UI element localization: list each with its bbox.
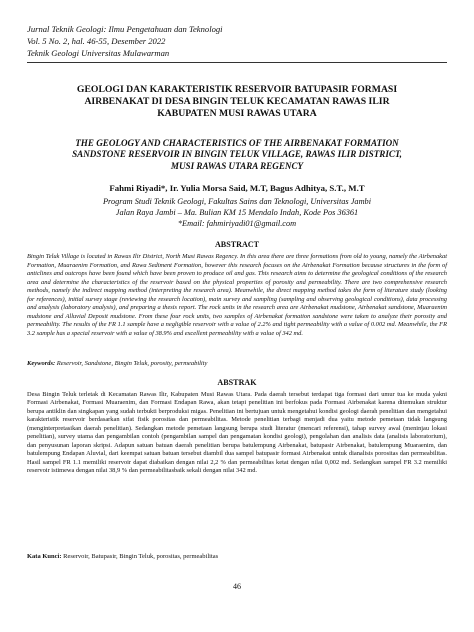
title-id-line: AIRBENAKAT DI DESA BINGIN TELUK KECAMATAN RAWAS ILIR bbox=[84, 96, 390, 108]
affiliation bbox=[30, 196, 444, 230]
title-id-line: GEOLOGI DAN KARAKTERISTIK RESERVOIR BATUPASIR FORMASI bbox=[76, 84, 398, 95]
title-id-line: KABUPATEN MUSI RAWAS UTARA bbox=[157, 108, 317, 120]
affiliation-program: Program Studi Teknik Geologi, Fakultas Sains dan Teknologi, Universitas Jambi bbox=[102, 197, 372, 206]
abstract-heading: ABSTRACT bbox=[214, 240, 260, 249]
kata-kunci-label: Kata Kunci: bbox=[27, 553, 62, 560]
journal-publisher: Teknik Geologi Universitas Mulawarman bbox=[27, 48, 170, 59]
journal-name: Jurnal Teknik Geologi: Ilmu Pengetahuan dan Teknologi bbox=[27, 24, 223, 34]
title-en-line: SANDSTONE RESERVOIR IN BINGIN TELUK VILLAGE, RAWAS ILIR DISTRICT, bbox=[72, 149, 402, 160]
affiliation-address: Jalan Raya Jambi – Ma. Bulian KM 15 Mendalo Indah, Kode Pos 36361 bbox=[115, 208, 359, 218]
header-divider bbox=[27, 62, 447, 63]
author-email: *Email: fahmiriyadi01@gmail.com bbox=[177, 219, 297, 229]
keywords-label: Keywords: bbox=[27, 360, 56, 367]
title-indonesian bbox=[30, 84, 444, 120]
abstrak-heading: ABSTRAK bbox=[217, 378, 257, 387]
keywords-text: Reservoir, Sandstone, Bingin Teluk, porosity, permeability bbox=[55, 360, 208, 367]
author-list: Fahmi Riyadi*, Ir. Yulia Morsa Said, M.T, Bagus Adhitya, S.T., M.T bbox=[109, 183, 365, 193]
keywords-indonesian bbox=[27, 553, 447, 560]
title-en-line: THE GEOLOGY AND CHARACTERISTICS OF THE AIRBENAKAT FORMATION bbox=[75, 138, 399, 148]
page-number: 46 bbox=[233, 582, 241, 591]
journal-volume: Vol. 5 No. 2, hal. 46-55, Desember 2022 bbox=[27, 36, 166, 47]
title-english bbox=[30, 138, 444, 172]
journal-header bbox=[27, 23, 223, 60]
title-en-line: MUSI RAWAS UTARA REGENCY bbox=[170, 160, 304, 171]
abstract-indonesian: Desa Bingin Teluk terletak di Kecamatan Rawas Ilir, Kabupaten Musi Rawas Utara. Pada daerah tersebut terdapat tiga formasi dari umur tua ke muda yakni Formasi Airbenakat, Formasi Muaraenim, dan Formasi Endapan Rawa, akan tetapi penelitian ini berfokus pada Formasi Airbenakat karena ditemukan struktur berupa antiklin dan singkapan yang sudah terbukti berproduksi migas. Penelitian ini bertujuan untuk mengetahui kondisi geologi daerah penelitian dan mengetahui karakteristik reservoir berdasarkan sifat fisik porositas dan permeabilitas. Metode penelitian terbagi menjadi dua yaitu metode pemetaan tidak langsung (menginterpretasikan daerah penelitian). Sedangkan metode pemetaan langsung berupa studi literatur (mencari referensi), tahap survey awal (meninjau lokasi penelitian), survey utama dan pengambilan contoh (pengambilan sampel dan pengamatan kondisi geologi), pengolahan dan analisis data (analisis laboratorium), dan penyusunan laporan skripsi. Adapun satuan batuan daerah penelitian berupa batulempung Airbenakat, batupasir Airbenakat, batulempung Muaraenim, dan batulempung Endapan Aluvial, dari keempat satuan batuan tersebut diambil dua sampel batupasir formasi Airbenakat untuk dianalisis porositas dan permeabilitas. Hasil sampel FR 1.1 memiliki reservoir dapat diabaikan dengan nilai 2,2 % dan permeabilitas ketat dengan nilai 0,002 md. Sedangkan sampel FR 3.2 memiliki reservoir istimewa dengan nilai 38,9 % dan permeabilitasbaik sekali dengan nilai 342 md. bbox=[27, 391, 447, 475]
kata-kunci-text: Reservoir, Batupasir, Bingin Teluk, porositas, permeabilitas bbox=[61, 553, 219, 560]
keywords-english bbox=[27, 360, 447, 367]
abstract-english: Bingin Teluk Village is located in Rawas Ilir District, North Musi Rawas Regency. In this area there are three formations from old to young, namely the Airbenakat Formation, Muaraenim Formation, and Rawa Sediment Formation, however this research focuses on the Airbenakat Formation because structures in the form of anticlines and outcrops have been found which have been proven to produce oil and gas. This research aims to determine the geological conditions of the research area and determine the characteristics of the reservoir based on the physical properties of porosity and permeability. There are two comprehensive research methods, namely the indirect mapping method (interpreting the research area). Meanwhile, the direct mapping method takes the form of literature study (looking for references), initial survey stage (reviewing the research location), main survey and sampling (sampling and observing geological conditions), data processing and analysis (laboratory analysis), and preparing a thesis report. The rock units in the research area are Airbenakat mudstone, Airbenakat sandstone, Muaraenim mudstone and Alluvial Deposit mudstone. From these four rock units, two samples of Airbenakat formation sandstone were taken to analyze their porosity and permeability. The results of the FR 1.1 sample have a negligible reservoir with a value of 2.2% and tight permeability with a value of 0.002 md. Meanwhile, the FR 3.2 sample has a special reservoir with a value of 38.9% and excellent permeability with a value of 342 md. bbox=[27, 253, 447, 337]
